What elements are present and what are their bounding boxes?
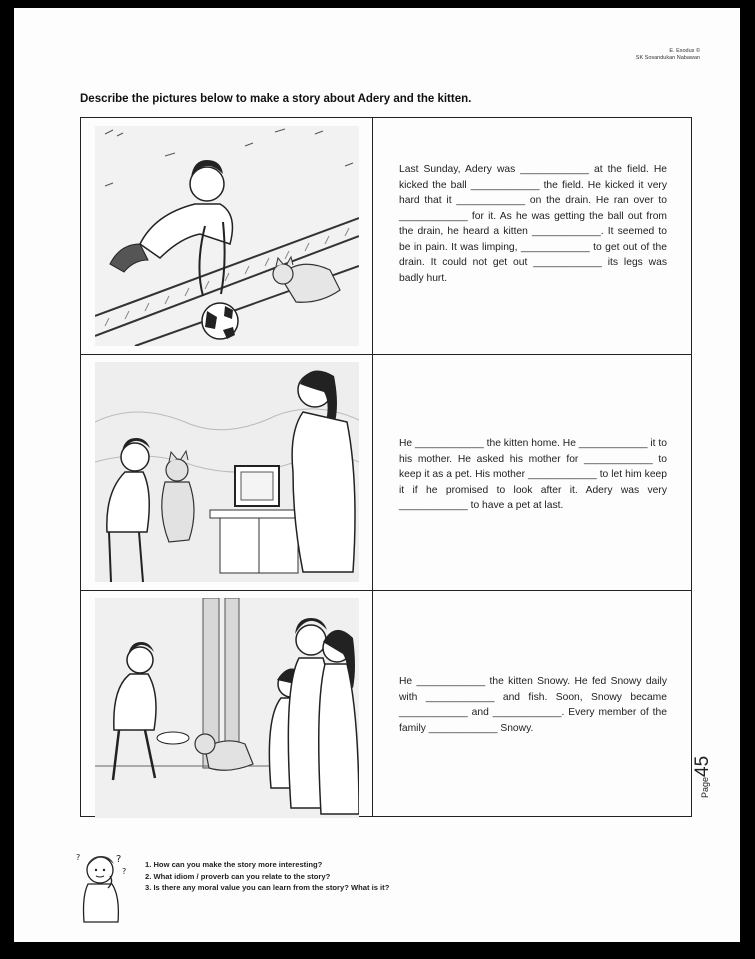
svg-text:?: ? [116,854,122,865]
story-paragraph-3: He ____________ the kitten Snowy. He fed Snowy daily with ____________ and fish. Soon, Snowy became ____________ and ____________. Every member of the family ____________ Snowy. [399,676,667,734]
svg-text:?: ? [76,853,81,862]
row-divider-1 [81,354,691,355]
story-paragraph-2: He ____________ the kitten home. He ____________ it to his mother. He asked his mother for ____________ to keep it as a pet. His mother ____________ to let him keep it if he promised to look after it. Adery was very ____________ to have a pet at last. [399,438,667,511]
story-paragraph-1: Last Sunday, Adery was ____________ at the field. He kicked the ball ____________ the field. He kicked it very hard that it ____________ on the drain. He ran over to ____________ for it. As he was getting the ball out from the drain, he heard a kitten ____________. It seemed to be in pain. It was limping, ____________ to get out of the drain. It could not get out ____________ its legs was badly hurt. [399,164,667,284]
story-text-panel-1 [399,162,667,286]
thinking-boy-icon [74,844,134,924]
credit-author: E. Exodus © [669,48,700,54]
svg-text:?: ? [122,867,127,876]
worksheet-page [14,8,740,942]
author-credit [636,48,700,62]
page-label: Page [700,776,710,798]
row-divider-2 [81,590,691,591]
story-text-panel-2 [399,436,667,514]
reflection-questions [145,859,389,894]
story-grid [80,117,692,817]
story-text-panel-3 [399,674,667,736]
column-divider [372,118,373,816]
illustration-family-with-snowy [95,598,359,818]
page-number [692,756,714,798]
question-1: 1. How can you make the story more interesting? [145,860,323,869]
credit-school: SK Sosandukan Nabawan [635,55,700,61]
question-2: 2. What idiom / proverb can you relate to the story? [145,871,331,881]
illustration-boy-shows-mother [95,362,359,582]
page-number-value: 45 [692,755,713,777]
worksheet-instruction: Describe the pictures below to make a story about Adery and the kitten. [80,93,472,105]
question-3: 3. Is there any moral value you can learn from the story? What is it? [145,883,390,892]
illustration-boy-finds-kitten [95,126,359,346]
